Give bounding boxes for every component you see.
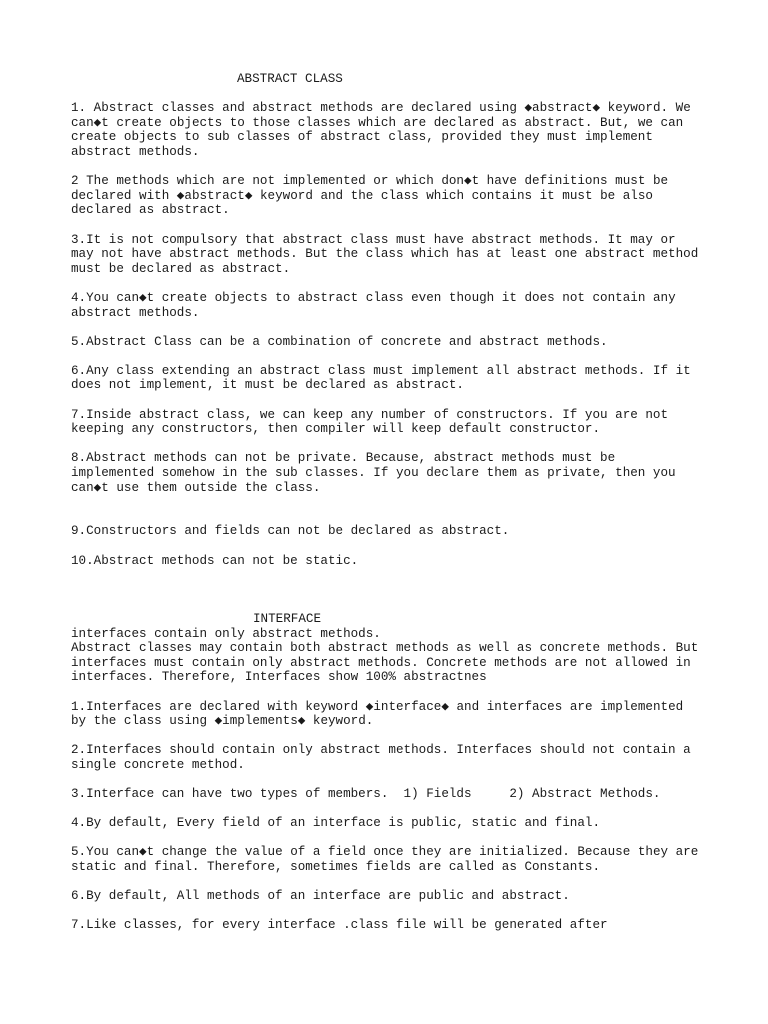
text-line: abstract methods. <box>71 305 200 320</box>
text-line: declared as abstract. <box>71 203 230 218</box>
abstract-point-7 <box>71 408 711 437</box>
abstract-point-4 <box>71 291 711 320</box>
text-line: Abstract classes may contain both abstract methods as well as concrete methods. But <box>71 641 699 656</box>
text-line: 1.Interfaces are declared with keyword ◆interface◆ and interfaces are implemented <box>71 699 684 714</box>
text-line: 4.By default, Every field of an interface is public, static and final. <box>71 816 601 831</box>
text-line: by the class using ◆implements◆ keyword. <box>71 714 374 729</box>
interface-point-4 <box>71 816 711 831</box>
text-line: 7.Like classes, for every interface .class file will be generated after <box>71 918 608 933</box>
abstract-point-3 <box>71 233 711 277</box>
text-line: single concrete method. <box>71 757 245 772</box>
text-line: must be declared as abstract. <box>71 261 291 276</box>
text-line: can◆t use them outside the class. <box>71 480 321 495</box>
interface-point-3 <box>71 787 711 802</box>
text-line: 3.It is not compulsory that abstract class must have abstract methods. It may or <box>71 232 676 247</box>
interface-point-7 <box>71 918 711 933</box>
interface-point-6 <box>71 889 711 904</box>
abstract-point-8 <box>71 451 711 495</box>
text-line: 6.Any class extending an abstract class must implement all abstract methods. If it <box>71 363 691 378</box>
abstract-point-9 <box>71 524 711 539</box>
text-line: 2 The methods which are not implemented or which don◆t have definitions must be <box>71 174 669 189</box>
text-line: static and final. Therefore, sometimes fields are called as Constants. <box>71 860 601 875</box>
text-line: 4.You can◆t create objects to abstract class even though it does not contain any <box>71 290 676 305</box>
text-line: 5.You can◆t change the value of a field once they are initialized. Because they are <box>71 845 699 860</box>
text-line: interfaces must contain only abstract methods. Concrete methods are not allowed in <box>71 655 691 670</box>
abstract-point-10 <box>71 554 711 569</box>
abstract-class-heading: ABSTRACT CLASS <box>237 72 343 86</box>
text-line: 2.Interfaces should contain only abstract methods. Interfaces should not contain a <box>71 743 691 758</box>
text-line: 7.Inside abstract class, we can keep any number of constructors. If you are not <box>71 407 669 422</box>
text-line: abstract methods. <box>71 144 200 159</box>
interface-point-2 <box>71 743 711 772</box>
text-line: 3.Interface can have two types of members. 1) Fields 2) Abstract Methods. <box>71 787 661 802</box>
text-line: 8.Abstract methods can not be private. Because, abstract methods must be <box>71 451 616 466</box>
interface-intro <box>71 627 711 685</box>
text-line: interfaces contain only abstract methods. <box>71 626 381 641</box>
abstract-point-6 <box>71 364 711 393</box>
text-line: may not have abstract methods. But the class which has at least one abstract method <box>71 247 699 262</box>
text-line: implemented somehow in the sub classes. If you declare them as private, then you <box>71 466 676 481</box>
document-body <box>71 72 711 933</box>
text-line: declared with ◆abstract◆ keyword and the class which contains it must be also <box>71 188 653 203</box>
text-line: keeping any constructors, then compiler will keep default constructor. <box>71 422 601 437</box>
abstract-point-5 <box>71 335 711 350</box>
abstract-point-2 <box>71 174 711 218</box>
interface-point-5 <box>71 845 711 874</box>
text-line: interfaces. Therefore, Interfaces show 100% abstractnes <box>71 670 487 685</box>
interface-heading: INTERFACE <box>253 611 322 626</box>
text-line: 9.Constructors and fields can not be declared as abstract. <box>71 524 510 539</box>
text-line: 6.By default, All methods of an interface are public and abstract. <box>71 889 570 904</box>
interface-point-1 <box>71 700 711 729</box>
text-line: 10.Abstract methods can not be static. <box>71 553 359 568</box>
abstract-point-1 <box>71 101 711 159</box>
text-line: does not implement, it must be declared as abstract. <box>71 378 464 393</box>
text-line: can◆t create objects to those classes which are declared as abstract. But, we can <box>71 115 684 130</box>
text-line: create objects to sub classes of abstract class, provided they must implement <box>71 130 653 145</box>
text-line: 5.Abstract Class can be a combination of concrete and abstract methods. <box>71 334 608 349</box>
text-line: 1. Abstract classes and abstract methods are declared using ◆abstract◆ keyword. We <box>71 101 691 116</box>
